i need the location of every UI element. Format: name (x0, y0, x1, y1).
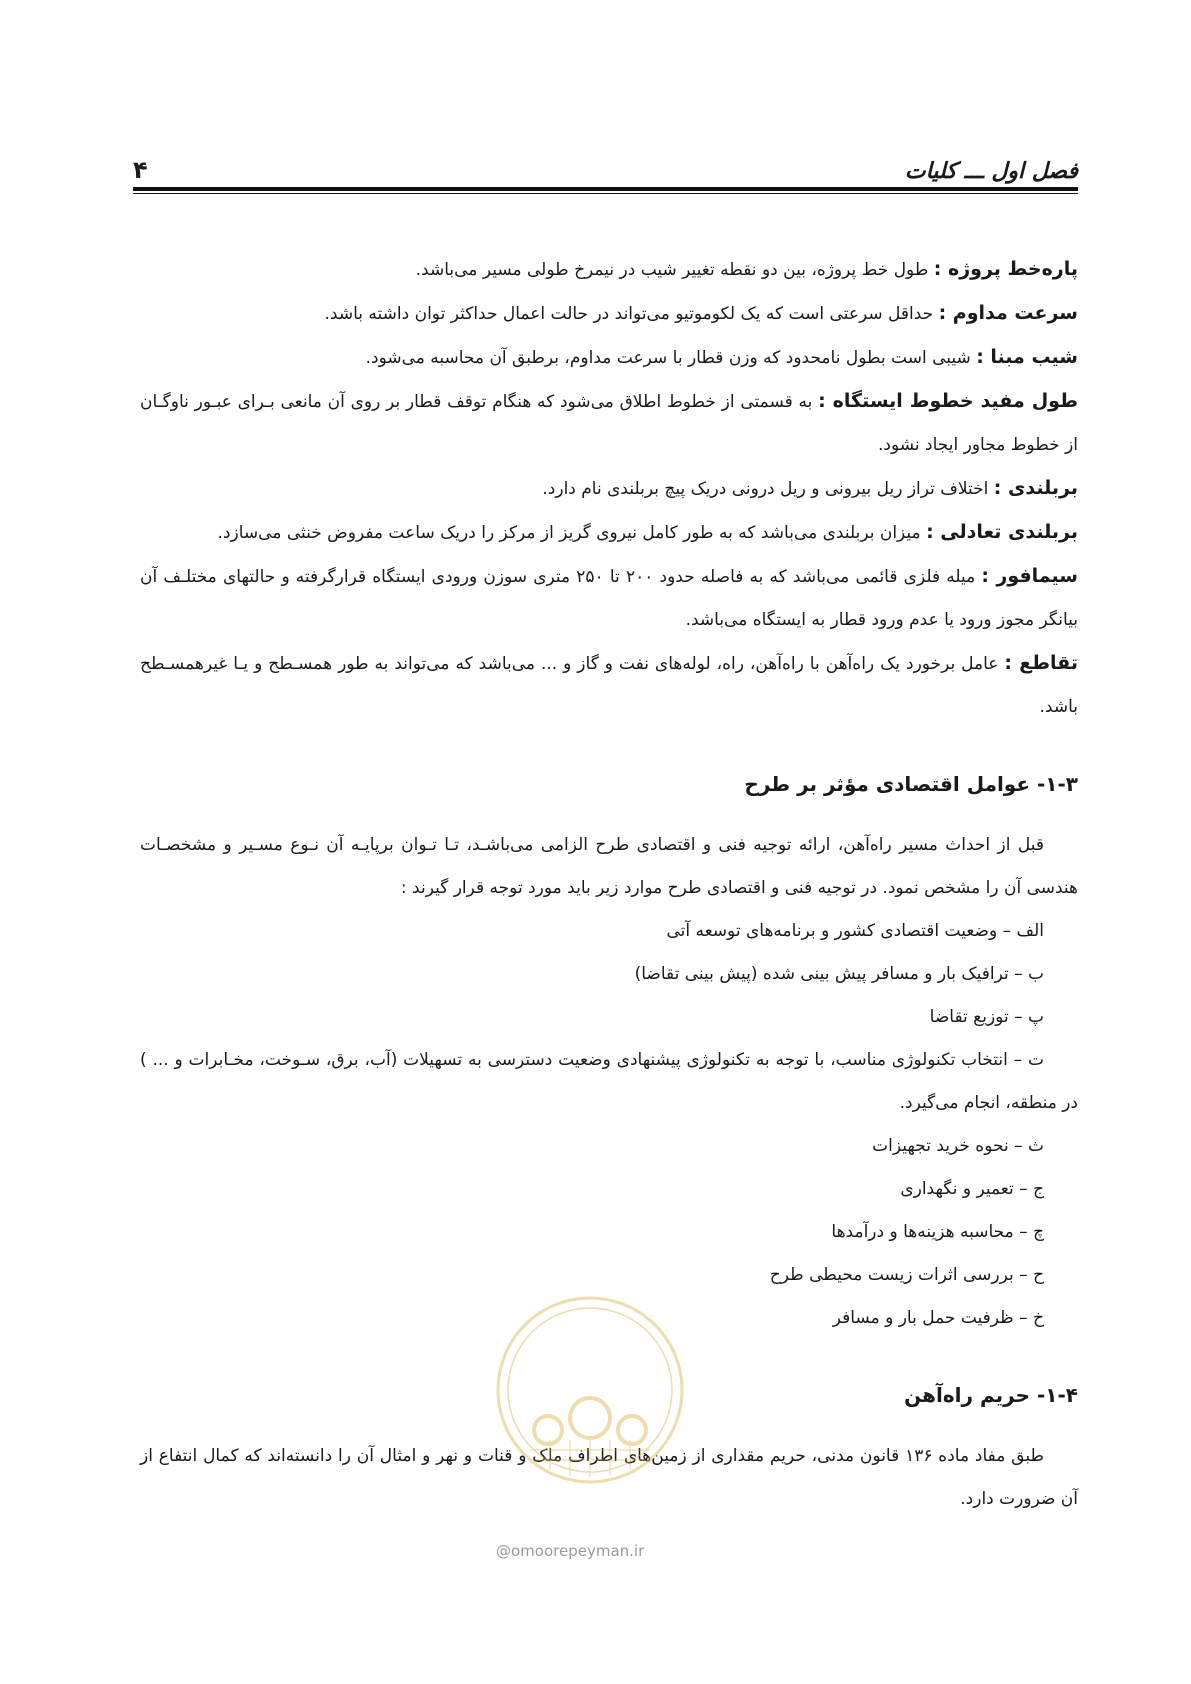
definition-station-useful-length (140, 380, 1078, 467)
definition-text: عامل برخورد یک راه‌آهن با راه‌آهن، راه، لوله‌های نفت و گاز و ... می‌باشد که می‌تواند به طور همسـطح و یـا غیرهمسـطح باشد. (140, 654, 1078, 717)
watermark-logo (490, 1290, 690, 1490)
page-number: ۴ (133, 156, 148, 184)
list-item: الف – وضعیت اقتصادی کشور و برنامه‌های توسعه آتی (666, 921, 1044, 941)
definition-semaphore (140, 555, 1078, 642)
definition-text: اختلاف تراز ریل بیرونی و ریل درونی دریک پیچ بربلندی نام دارد. (542, 479, 994, 499)
section-heading-1-4: ۱-۴- حریم راه‌آهن (904, 1383, 1078, 1407)
definition-project-segment (140, 248, 1078, 292)
definition-term: طول مفید خطوط ایستگاه : (818, 390, 1078, 412)
section-1-3-intro: قبل از احداث مسیر راه‌آهن، ارائه توجیه فنی و اقتصادی طرح الزامی می‌باشـد، تـا تـوان برپایـه آن نـوع مسـیر و مشخصـات هندسی آن را مشخص نمود. در توجیه فنی و اقتصادی طرح موارد زیر باید مورد توجه قرار گیرند : (140, 835, 1078, 898)
chapter-title: فصل اول ـــ کلیات (904, 159, 1078, 184)
list-item: ب – ترافیک بار و مسافر پیش بینی شده (پیش بینی تقاضا) (634, 964, 1044, 984)
watermark-url: @omoorepeyman.ir (496, 1542, 645, 1560)
definition-term: سرعت مداوم : (938, 302, 1078, 324)
list-item: ج – تعمیر و نگهداری (900, 1179, 1044, 1199)
list-item: چ – محاسبه هزینه‌ها و درآمدها (831, 1222, 1044, 1242)
section-1-4-text: طبق مفاد ماده ۱۳۶ قانون مدنی، حریم مقداری از زمین‌های اطراف ملک و قنات و نهر و امثال آن را دانسته‌اند که کمال انتفاع از آن ضرورت دارد. (140, 1446, 1078, 1509)
section-heading-1-3: ۱-۳- عوامل اقتصادی مؤثر بر طرح (744, 772, 1078, 796)
gear-icon (534, 1398, 646, 1444)
definition-text: طول خط پروژه، بین دو نقطه تغییر شیب در نیمرخ طولی مسیر می‌باشد. (415, 260, 934, 280)
definition-continuous-speed (140, 292, 1078, 336)
definition-text: به قسمتی از خطوط اطلاق می‌شود که هنگام توقف قطار بر روی آن مانعی بـرای عبـور ناوگـان از خطوط مجاور ایجاد نشود. (140, 392, 1078, 455)
list-item: پ – توزیع تقاضا (929, 1007, 1044, 1027)
definition-term: سیمافور : (981, 565, 1078, 587)
definition-term: پاره‌خط پروژه : (933, 258, 1078, 280)
list-item: خ – ظرفیت حمل بار و مسافر (832, 1308, 1044, 1328)
definition-term: بربلندی تعادلی : (926, 521, 1078, 543)
definition-cant (140, 467, 1078, 511)
definition-text: میله فلزی قائمی می‌باشد که به فاصله حدود ۲۰۰ تا ۲۵۰ متری سوزن ورودی ایستگاه قرارگرفته و حالتهای مختلـف آن بیانگر مجوز ورود یا عدم ورود قطار به ایستگاه می‌باشد. (140, 567, 1078, 630)
definition-text: شیبی است بطول نامحدود که وزن قطار با سرعت مداوم، برطبق آن محاسبه می‌شود. (365, 348, 977, 368)
economic-factors-list (140, 910, 1078, 1340)
running-header (133, 148, 1078, 184)
header-rule (133, 187, 1078, 191)
definition-equilibrium-cant (140, 511, 1078, 555)
definition-term: تقاطع : (1004, 652, 1078, 674)
definition-text: حداقل سرعتی است که یک لکوموتیو می‌تواند در حالت اعمال حداکثر توان داشته باشد. (324, 304, 939, 324)
definition-term: بربلندی : (993, 477, 1078, 499)
definition-ruling-grade (140, 336, 1078, 380)
list-item: ث – نحوه خرید تجهیزات (872, 1136, 1044, 1156)
definition-text: میزان بربلندی می‌باشد که به طور کامل نیروی گریز از مرکز را دریک ساعت مفروض خنثی می‌سازد. (217, 523, 927, 543)
list-item: ت – انتخاب تکنولوژی مناسب، با توجه به تکنولوژی پیشنهادی وضعیت دسترسی به تسهیلات (آب، برق، سـوخت، مخـابرات و ... ) در منطقه، انجام می‌گیرد. (140, 1050, 1078, 1113)
header-rule-thin (133, 193, 1078, 194)
definition-crossing (140, 642, 1078, 729)
definition-term: شیب مبنا : (976, 346, 1078, 368)
list-item: ح – بررسی اثرات زیست محیطی طرح (769, 1265, 1044, 1285)
